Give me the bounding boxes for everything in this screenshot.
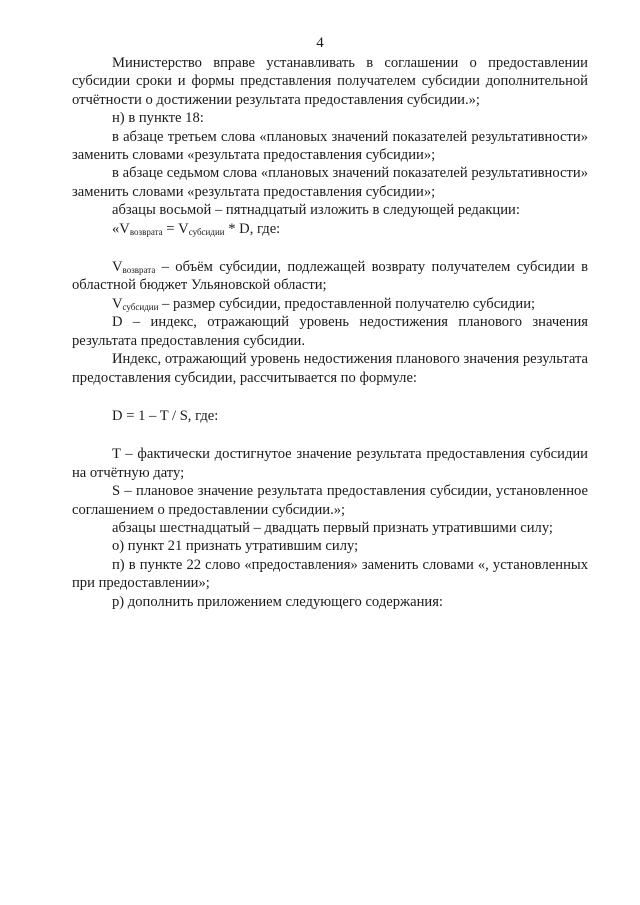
definition-s: S – плановое значение результата предоставления субсидии, установленное соглашением о предоставлении субсидии.»; — [72, 483, 588, 518]
paragraph-sixteenth-abzac: абзацы шестнадцатый – двадцать первый признать утратившими силу; — [112, 519, 553, 536]
paragraph-third-abzac: в абзаце третьем слова «плановых значений показателей результативности» заменить словами «результата предоставления субсидии»; — [72, 128, 588, 164]
definition-d-index: D – индекс, отражающий уровень недостижения планового значения результата предоставления субсидии. — [72, 314, 588, 349]
paragraph-index-formula: Индекс, отражающий уровень недостижения планового значения результата предоставления субсидии, рассчитывается по формуле: — [72, 351, 588, 386]
document-body — [72, 54, 588, 611]
paragraph-point-p: п) в пункте 22 слово «предоставления» заменить словами «, установленных при предоставлении»; — [72, 556, 588, 592]
paragraph-eighth-fifteenth: абзацы восьмой – пятнадцатый изложить в следующей редакции: — [112, 202, 520, 219]
paragraph-point-r: р) дополнить приложением следующего содержания: — [112, 593, 443, 610]
definition-t: T – фактически достигнутое значение результата предоставления субсидии на отчётную дату; — [72, 446, 588, 481]
paragraph-ministry: Министерство вправе устанавливать в соглашении о предоставлении субсидии сроки и формы представления получателем субсидии дополнительной отчётности о достижении результата предоставления субсидии.»; — [72, 55, 588, 108]
page-number: 4 — [316, 35, 324, 51]
definition-v-return: $V_{возврата}$ – объём субсидии, подлежащей возврату получателем субсидии в областной бюджет Ульяновской области; — [72, 259, 588, 294]
formula-return-volume: «$V_{возврата} = V_{субсидии} * D$, где: — [112, 220, 281, 237]
paragraph-point-n: н) в пункте 18: — [112, 110, 204, 127]
definition-v-subsidy: $V_{субсидии}$ – размер субсидии, предоставленной получателю субсидии; — [112, 295, 536, 312]
paragraph-seventh-abzac: в абзаце седьмом слова «плановых значений показателей результативности» заменить словами «результата предоставления субсидии»; — [72, 165, 588, 200]
formula-d-index: D = 1 – T / S, где: — [112, 407, 219, 424]
paragraph-point-o: о) пункт 21 признать утратившим силу; — [112, 538, 359, 555]
